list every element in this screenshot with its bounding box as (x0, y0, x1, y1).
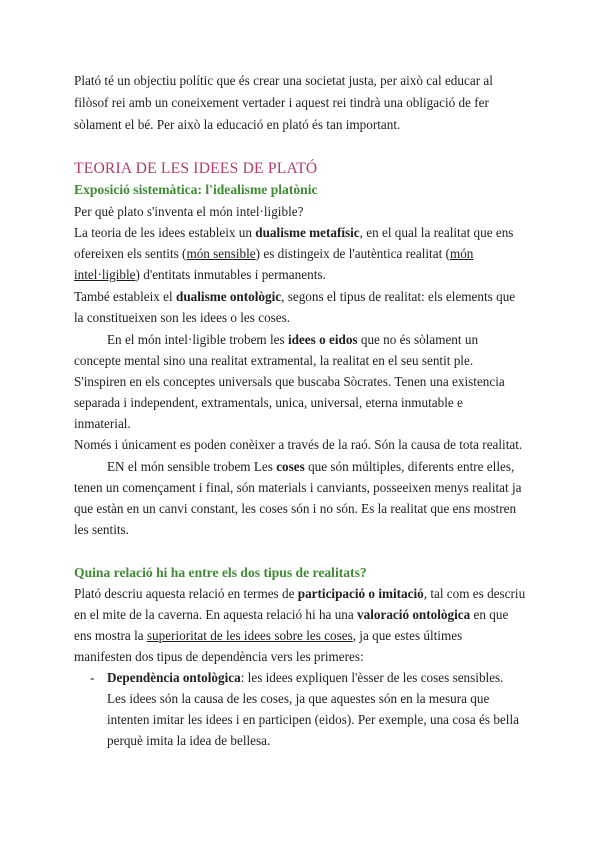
p3-line-4: separada i independent, extramentals, unica, universal, eterna inmutable e (74, 395, 463, 410)
intro-line-1: Plató té un objectiu polític que és crear una societat justa, per això cal educar al (74, 73, 493, 88)
p4-line-4: les sentits. (74, 522, 129, 537)
list-line-3: intenten imitar les idees i en participen (eidos). Per exemple, una cosa és bella (107, 712, 519, 727)
p5-line-4: manifesten dos tipus de dependència vers les primeres: (74, 649, 364, 664)
p3-line-5: inmaterial. (74, 416, 131, 431)
p3-line-1: En el món intel·ligible trobem les idees o eidos que no és sòlament un (107, 332, 479, 347)
list-line-1: Dependència ontològica: les idees expliquen l'èsser de les coses sensibles. (107, 670, 504, 685)
p3-line-2: concepte mental sino una realitat extramental, la realitat en el seu sentit ple. (74, 353, 474, 368)
p5-line-1: Plató descriu aquesta relació en termes de participació o imitació, tal com es descriu (74, 586, 526, 601)
p2-line-1: També estableix el dualisme ontològic, segons el tipus de realitat: els elements que (74, 289, 516, 304)
intro-line-3: sòlament el bé. Per això la educació en plató és tan important. (74, 117, 401, 132)
list-bullet: - (90, 670, 95, 685)
section-heading: TEORIA DE LES IDEES DE PLATÓ (74, 160, 318, 177)
p3-line-6: Només i únicament es poden conèixer a través de la raó. Són la causa de tota realitat. (74, 437, 523, 452)
p4-line-3: que estàn en un canvi constant, les coses són i no són. Es la realitat que ens mostren (74, 501, 517, 516)
p3-line-3: S'inspiren en els conceptes universals que buscaba Sòcrates. Tenen una existencia (74, 374, 505, 389)
intro-line-2: filòsof rei amb un coneixement vertader i aquest rei tindrà una obligació de fer (74, 95, 489, 110)
p2-line-2: la constitueixen son les idees o les coses. (74, 310, 291, 325)
p1-line-3: intel·ligible) d'entitats inmutables i permanents. (74, 267, 326, 282)
p5-line-3: ens mostra la superioritat de les idees sobre les coses, ja que estes últimes (74, 628, 463, 643)
list-line-2: Les idees són la causa de les coses, ja que aquestes són en la mesura que (107, 691, 490, 706)
list-line-4: perquè imita la idea de bellesa. (107, 733, 271, 748)
p4-line-1: EN el món sensible trobem Les coses que són múltiples, diferents entre elles, (107, 459, 515, 474)
relation-heading: Quina relació hi ha entre els dos tipus de realitats? (74, 565, 367, 580)
p5-line-2: en el mite de la caverna. En aquesta relació hi ha una valoració ontològica en que (74, 607, 509, 622)
p1-line-2: ofereixen els sentits (món sensible) es distingeix de l'autèntica realitat (món (74, 246, 474, 261)
question-line: Per què plato s'inventa el món intel·ligible? (74, 204, 304, 219)
subsection-heading: Exposició sistemàtica: l'idealisme platònic (74, 182, 318, 197)
p1-line-1: La teoria de les idees estableix un dualisme metafísic, en el qual la realitat que ens (74, 225, 514, 240)
p4-line-2: tenen un començament i final, són materials i canviants, posseeixen menys realitat ja (74, 480, 522, 495)
